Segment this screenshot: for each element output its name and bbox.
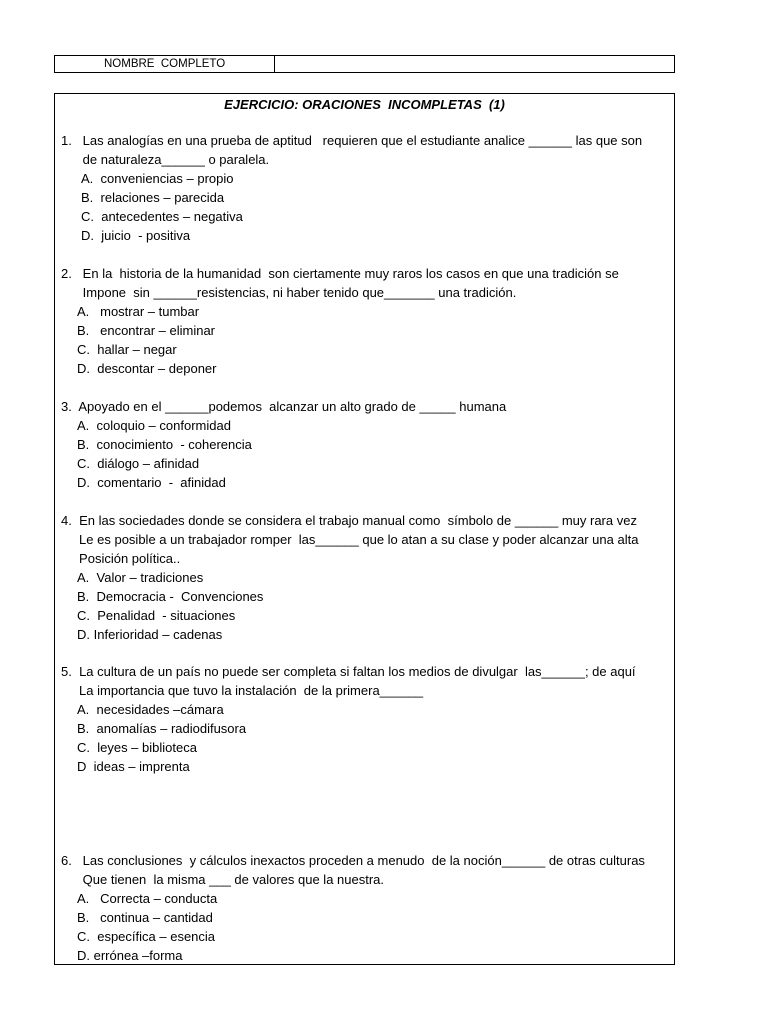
name-table	[54, 55, 675, 73]
question-6-option-a[interactable]: A. Correcta – conducta	[77, 891, 218, 906]
exercise-title: EJERCICIO: ORACIONES INCOMPLETAS (1)	[224, 97, 505, 112]
question-6-stem-line-2: Que tienen la misma ___ de valores que la nuestra.	[61, 872, 385, 887]
question-2-option-c[interactable]: C. hallar – negar	[77, 342, 177, 357]
question-5-option-a[interactable]: A. necesidades –cámara	[77, 702, 224, 717]
question-4-option-b[interactable]: B. Democracia - Convenciones	[77, 589, 264, 604]
question-4-stem-line-2: Le es posible a un trabajador romper las______ que lo atan a su clase y poder alcanzar una alta	[61, 532, 639, 547]
question-1-option-a[interactable]: A. conveniencias – propio	[81, 171, 234, 186]
question-4-stem-line-1: 4. En las sociedades donde se considera el trabajo manual como símbolo de ______ muy rara vez	[61, 513, 637, 528]
question-1-stem-line-1: 1. Las analogías en una prueba de aptitud requieren que el estudiante analice ______ las que son	[61, 133, 643, 148]
question-1-option-d[interactable]: D. juicio - positiva	[81, 228, 191, 243]
question-6-option-c[interactable]: C. específica – esencia	[77, 929, 216, 944]
name-field[interactable]	[275, 56, 674, 72]
question-1-option-c[interactable]: C. antecedentes – negativa	[81, 209, 243, 224]
question-2-option-a[interactable]: A. mostrar – tumbar	[77, 304, 200, 319]
question-6-stem-line-1: 6. Las conclusiones y cálculos inexactos proceden a menudo de la noción______ de otras culturas	[61, 853, 645, 868]
question-2-stem-line-2: Impone sin ______resistencias, ni haber tenido que_______ una tradición.	[61, 285, 517, 300]
question-2-option-b[interactable]: B. encontrar – eliminar	[77, 323, 216, 338]
question-4-option-c[interactable]: C. Penalidad - situaciones	[77, 608, 236, 623]
question-4	[55, 511, 674, 644]
question-5-stem-line-2: La importancia que tuvo la instalación de la primera______	[61, 683, 424, 698]
name-label: NOMBRE COMPLETO	[55, 56, 275, 72]
question-5-option-b[interactable]: B. anomalías – radiodifusora	[77, 721, 247, 736]
question-1-stem-line-2: de naturaleza______ o paralela.	[61, 152, 270, 167]
question-6-option-d[interactable]: D. errónea –forma	[77, 948, 183, 963]
question-3-option-c[interactable]: C. diálogo – afinidad	[77, 456, 200, 471]
question-6-option-b[interactable]: B. continua – cantidad	[77, 910, 213, 925]
question-4-option-a[interactable]: A. Valor – tradiciones	[77, 570, 204, 585]
question-2-option-d[interactable]: D. descontar – deponer	[77, 361, 217, 376]
question-1	[55, 131, 674, 245]
question-2-stem-line-1: 2. En la historia de la humanidad son ciertamente muy raros los casos en que una tradición se	[61, 266, 619, 281]
exercise-box	[54, 93, 675, 965]
question-1-option-b[interactable]: B. relaciones – parecida	[81, 190, 225, 205]
question-5-option-d[interactable]: D ideas – imprenta	[77, 759, 190, 774]
question-5	[55, 662, 674, 776]
question-3-option-b[interactable]: B. conocimiento - coherencia	[77, 437, 252, 452]
question-3-stem-line-1: 3. Apoyado en el ______podemos alcanzar un alto grado de _____ humana	[61, 399, 507, 414]
question-2	[55, 264, 674, 378]
question-3-option-d[interactable]: D. comentario - afinidad	[77, 475, 226, 490]
question-6	[55, 851, 674, 965]
question-3	[55, 397, 674, 492]
question-4-stem-line-3: Posición política..	[61, 551, 181, 566]
question-4-option-d[interactable]: D. Inferioridad – cadenas	[77, 627, 223, 642]
question-5-option-c[interactable]: C. leyes – biblioteca	[77, 740, 197, 755]
question-3-option-a[interactable]: A. coloquio – conformidad	[77, 418, 231, 433]
question-5-stem-line-1: 5. La cultura de un país no puede ser completa si faltan los medios de divulgar las______; de aquí	[61, 664, 636, 679]
